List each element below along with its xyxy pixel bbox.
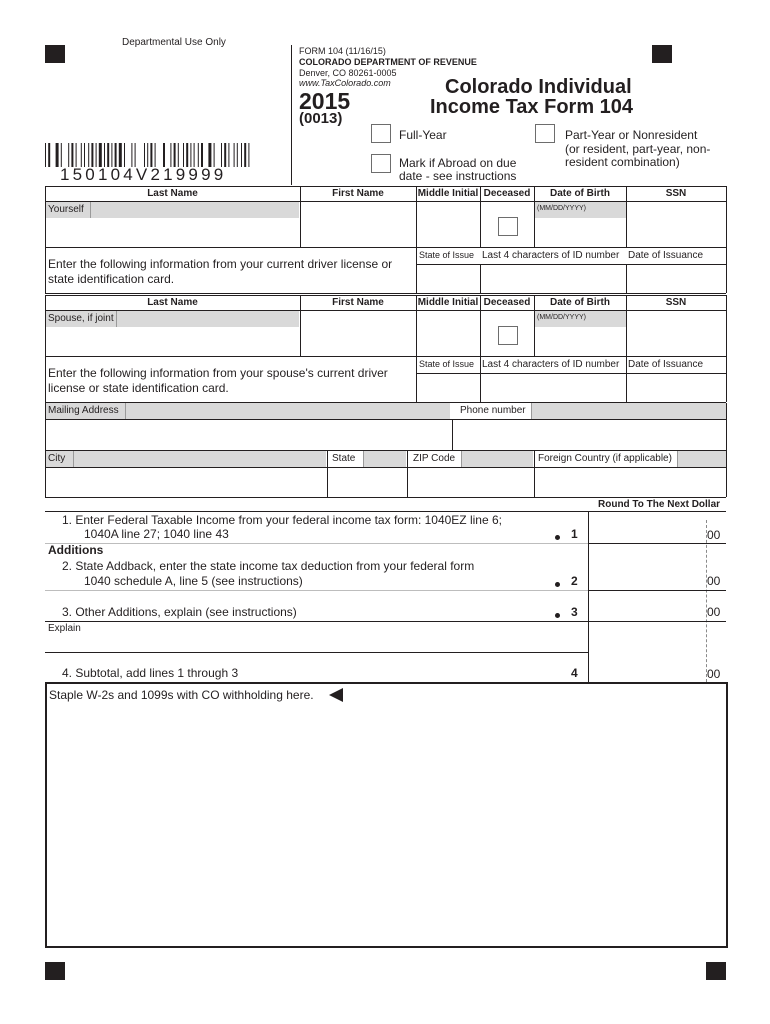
yourself-first-name-input[interactable] [301,202,415,247]
col-dob: Date of Birth [550,297,610,308]
phone-label: Phone number [460,405,526,416]
round-note: Round To The Next Dollar [598,499,721,510]
line1-amount-input[interactable] [590,516,704,542]
registration-mark [45,962,65,980]
staple-note: Staple W-2s and 1099s with CO withholding here. [49,688,314,702]
explain-input[interactable] [46,634,587,651]
spouse-state-of-issue-input[interactable] [417,374,479,401]
spouse-deceased-checkbox[interactable] [498,326,518,345]
spouse-section [45,295,726,402]
foreign-country-input[interactable] [536,468,725,497]
abroad-label-2: date - see instructions [399,169,517,183]
tax-year: 2015 [299,88,351,114]
line3-amount-input[interactable] [590,593,704,619]
staple-area [45,682,728,948]
yourself-deceased-checkbox[interactable] [498,217,518,236]
spouse-label: Spouse, if joint [48,313,114,324]
col-ssn: SSN [665,297,687,308]
spouse-first-name-input[interactable] [301,311,415,356]
registration-mark [652,45,672,63]
website: www.TaxColorado.com [299,78,391,88]
col-deceased: Deceased [483,188,531,199]
spouse-last-name-input[interactable] [45,311,299,356]
registration-mark [45,45,65,63]
city-input[interactable] [46,468,326,497]
dob-format-bar [534,311,626,327]
foreign-country-label: Foreign Country (if applicable) [538,453,672,464]
yourself-ssn-input[interactable] [627,202,725,247]
spouse-dob-input[interactable] [535,327,625,356]
line1-text-2: 1040A line 27; 1040 line 43 [84,527,229,541]
spouse-last4-input[interactable] [481,374,625,401]
yourself-date-issuance-input[interactable] [627,265,725,292]
dob-format: (MM/DD/YYYY) [537,205,586,212]
phone-label-bar [532,403,726,419]
yourself-section [45,186,726,293]
col-middle-initial: Middle Initial [417,297,479,308]
arrow-left-icon [329,688,343,702]
spouse-state-of-issue-label: State of Issue [419,359,475,369]
departmental-use-label: Departmental Use Only [122,37,226,48]
part-year-desc-2: resident combination) [565,155,680,169]
yourself-dob-input[interactable] [535,218,625,247]
zip-label: ZIP Code [413,453,456,464]
zip-input[interactable] [409,468,533,497]
line4-number: 4 [571,666,578,680]
spouse-id-prompt-1: Enter the following information from your spouse's current driver [48,366,388,380]
line3-text: 3. Other Additions, explain (see instructions) [62,605,297,619]
form-title-line2: Income Tax Form 104 [430,96,634,118]
line1-cents: 00 [707,528,721,542]
yourself-id-prompt-1: Enter the following information from your current driver license or [48,257,393,271]
yourself-date-issuance-label: Date of Issuance [628,250,704,261]
zip-label-bar [462,451,533,467]
col-middle-initial: Middle Initial [417,188,479,199]
abroad-label-1: Mark if Abroad on due [399,156,517,170]
foreign-label-bar [678,451,726,467]
spouse-middle-initial-input[interactable] [417,311,479,356]
line2-amount-input[interactable] [590,560,704,588]
yourself-state-of-issue-input[interactable] [417,265,479,292]
bullet-icon [555,582,560,587]
state-input[interactable] [329,468,406,497]
yourself-middle-initial-input[interactable] [417,202,479,247]
header-divider [291,45,292,185]
spouse-date-issuance-input[interactable] [627,374,725,401]
form-id: FORM 104 (11/16/15) [299,46,386,56]
yourself-state-of-issue-label: State of Issue [419,250,475,260]
part-year-checkbox[interactable] [535,124,555,143]
full-year-checkbox[interactable] [371,124,391,143]
bullet-icon [555,613,560,618]
state-label: State [332,453,356,464]
yourself-id-prompt-2: state identification card. [48,272,175,286]
address-section [45,403,726,497]
part-year-desc-1: (or resident, part-year, non- [565,142,711,156]
bullet-icon [555,535,560,540]
city-label: City [48,453,66,464]
line4-text: 4. Subtotal, add lines 1 through 3 [62,666,239,680]
registration-mark [706,962,726,980]
col-first-name: First Name [332,188,384,199]
spouse-ssn-input[interactable] [627,311,725,356]
spouse-date-issuance-label: Date of Issuance [628,359,704,370]
line1-number: 1 [571,527,578,541]
dob-format-bar [534,202,626,218]
col-last-name: Last Name [147,297,198,308]
state-label-bar [364,451,406,467]
line2-text-2: 1040 schedule A, line 5 (see instructions) [84,574,303,588]
line4-cents: 00 [707,667,721,681]
line3-number: 3 [571,605,578,619]
col-first-name: First Name [332,297,384,308]
yourself-last-name-input[interactable] [45,202,299,247]
department-name: COLORADO DEPARTMENT OF REVENUE [299,57,477,67]
line2-number: 2 [571,574,578,588]
col-last-name: Last Name [147,188,198,199]
form-code: (0013) [299,110,343,127]
spouse-id-prompt-2: license or state identification card. [48,381,229,395]
mailing-address-label: Mailing Address [48,405,119,416]
yourself-label: Yourself [48,204,84,215]
yourself-last4-input[interactable] [481,265,625,292]
line4-amount-input[interactable] [590,654,704,681]
yourself-last4-label: Last 4 characters of ID number [482,250,620,261]
form-title-line1: Colorado Individual [445,76,632,98]
barcode-number: 150104V219999 [60,165,227,184]
department-address: Denver, CO 80261-0005 [299,68,397,78]
city-label-bar [45,451,326,467]
additions-heading: Additions [48,543,104,557]
col-deceased: Deceased [483,297,531,308]
mailing-address-bar [45,403,450,419]
abroad-checkbox[interactable] [371,154,391,173]
col-ssn: SSN [665,188,687,199]
part-year-label: Part-Year or Nonresident [565,128,698,142]
mailing-address-input[interactable] [46,420,450,450]
full-year-label: Full-Year [399,128,447,142]
line3-cents: 00 [707,605,721,619]
line2-cents: 00 [707,574,721,588]
line2-text-1: 2. State Addback, enter the state income tax deduction from your federal form [62,559,475,573]
dob-format: (MM/DD/YYYY) [537,314,586,321]
phone-input[interactable] [454,420,725,450]
barcode [45,143,253,167]
col-dob: Date of Birth [550,188,610,199]
spouse-last4-label: Last 4 characters of ID number [482,359,620,370]
explain-label: Explain [48,623,81,634]
line1-text-1: 1. Enter Federal Taxable Income from your federal income tax form: 1040EZ line 6; [62,513,502,527]
